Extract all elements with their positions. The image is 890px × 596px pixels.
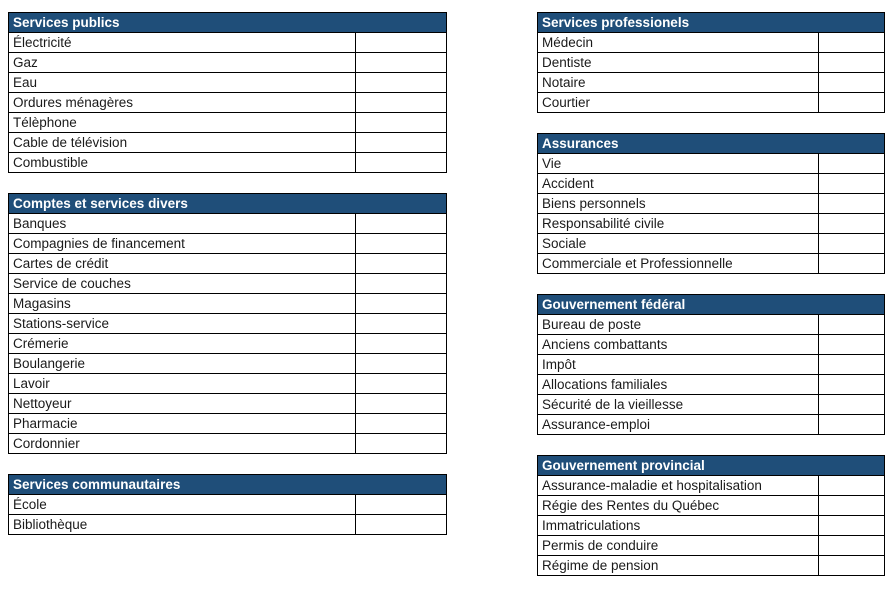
table-row xyxy=(9,334,447,354)
value-cell[interactable] xyxy=(819,496,885,516)
row-label: Accident xyxy=(538,174,819,194)
table-row xyxy=(538,53,885,73)
table-row xyxy=(538,395,885,415)
table-row xyxy=(538,536,885,556)
table-header-row xyxy=(538,134,885,154)
row-label: Immatriculations xyxy=(538,516,819,536)
row-label: Sociale xyxy=(538,234,819,254)
row-label: Régie des Rentes du Québec xyxy=(538,496,819,516)
value-cell[interactable] xyxy=(819,234,885,254)
table-row xyxy=(9,274,447,294)
value-cell[interactable] xyxy=(819,355,885,375)
table-gouvernement-federal xyxy=(537,294,885,435)
table-row xyxy=(538,214,885,234)
value-cell[interactable] xyxy=(819,73,885,93)
table-row xyxy=(9,394,447,414)
value-cell[interactable] xyxy=(356,73,447,93)
table-title: Services professionels xyxy=(538,13,885,33)
value-cell[interactable] xyxy=(819,254,885,274)
table-header-row xyxy=(538,13,885,33)
value-cell[interactable] xyxy=(819,33,885,53)
row-label: Électricité xyxy=(9,33,356,53)
row-label: Cable de télévision xyxy=(9,133,356,153)
table-row xyxy=(538,73,885,93)
row-label: Commerciale et Professionnelle xyxy=(538,254,819,274)
table-row xyxy=(9,294,447,314)
table-row xyxy=(538,516,885,536)
table-row xyxy=(9,93,447,113)
row-label: Banques xyxy=(9,214,356,234)
row-label: Ordures ménagères xyxy=(9,93,356,113)
value-cell[interactable] xyxy=(356,33,447,53)
row-label: Courtier xyxy=(538,93,819,113)
value-cell[interactable] xyxy=(819,194,885,214)
row-label: Service de couches xyxy=(9,274,356,294)
table-row xyxy=(538,93,885,113)
row-label: Eau xyxy=(9,73,356,93)
table-row xyxy=(9,515,447,535)
table-row xyxy=(9,234,447,254)
row-label: Notaire xyxy=(538,73,819,93)
value-cell[interactable] xyxy=(356,334,447,354)
table-header-row xyxy=(9,194,447,214)
row-label: Télèphone xyxy=(9,113,356,133)
row-label: École xyxy=(9,495,356,515)
value-cell[interactable] xyxy=(356,294,447,314)
table-row xyxy=(9,314,447,334)
row-label: Nettoyeur xyxy=(9,394,356,414)
table-row xyxy=(538,415,885,435)
row-label: Sécurité de la vieillesse xyxy=(538,395,819,415)
row-label: Biens personnels xyxy=(538,194,819,214)
table-row xyxy=(9,113,447,133)
table-header-row xyxy=(9,475,447,495)
table-header-row xyxy=(9,13,447,33)
table-row xyxy=(9,53,447,73)
table-title: Assurances xyxy=(538,134,885,154)
value-cell[interactable] xyxy=(356,254,447,274)
value-cell[interactable] xyxy=(819,335,885,355)
row-label: Cordonnier xyxy=(9,434,356,454)
table-title: Comptes et services divers xyxy=(9,194,447,214)
table-row xyxy=(9,153,447,173)
table-row xyxy=(9,434,447,454)
row-label: Vie xyxy=(538,154,819,174)
value-cell[interactable] xyxy=(356,394,447,414)
table-row xyxy=(9,414,447,434)
table-row xyxy=(538,335,885,355)
row-label: Responsabilité civile xyxy=(538,214,819,234)
table-title: Gouvernement provincial xyxy=(538,456,885,476)
row-label: Assurance-maladie et hospitalisation xyxy=(538,476,819,496)
table-services-publics xyxy=(8,12,447,173)
row-label: Permis de conduire xyxy=(538,536,819,556)
table-row xyxy=(9,133,447,153)
right-column xyxy=(537,12,884,596)
table-row xyxy=(9,33,447,53)
table-row xyxy=(9,73,447,93)
table-title: Services communautaires xyxy=(9,475,447,495)
row-label: Bureau de poste xyxy=(538,315,819,335)
table-row xyxy=(538,154,885,174)
table-services-professionels xyxy=(537,12,885,113)
row-label: Boulangerie xyxy=(9,354,356,374)
table-row xyxy=(538,194,885,214)
table-row xyxy=(538,355,885,375)
value-cell[interactable] xyxy=(356,93,447,113)
value-cell[interactable] xyxy=(819,375,885,395)
table-row xyxy=(9,495,447,515)
value-cell[interactable] xyxy=(819,516,885,536)
row-label: Crémerie xyxy=(9,334,356,354)
table-row xyxy=(9,374,447,394)
row-label: Lavoir xyxy=(9,374,356,394)
table-row xyxy=(538,496,885,516)
table-row xyxy=(9,254,447,274)
table-row xyxy=(538,315,885,335)
value-cell[interactable] xyxy=(356,133,447,153)
value-cell[interactable] xyxy=(356,495,447,515)
value-cell[interactable] xyxy=(819,154,885,174)
value-cell[interactable] xyxy=(819,53,885,73)
row-label: Stations-service xyxy=(9,314,356,334)
table-services-communautaires xyxy=(8,474,447,535)
value-cell[interactable] xyxy=(356,113,447,133)
row-label: Régime de pension xyxy=(538,556,819,576)
value-cell[interactable] xyxy=(356,234,447,254)
table-title: Services publics xyxy=(9,13,447,33)
row-label: Médecin xyxy=(538,33,819,53)
value-cell[interactable] xyxy=(819,476,885,496)
value-cell[interactable] xyxy=(819,174,885,194)
table-header-row xyxy=(538,456,885,476)
table-row xyxy=(538,33,885,53)
value-cell[interactable] xyxy=(356,153,447,173)
table-header-row xyxy=(538,295,885,315)
value-cell[interactable] xyxy=(819,556,885,576)
table-row xyxy=(538,234,885,254)
row-label: Anciens combattants xyxy=(538,335,819,355)
table-row xyxy=(9,214,447,234)
value-cell[interactable] xyxy=(356,515,447,535)
value-cell[interactable] xyxy=(356,274,447,294)
table-row xyxy=(538,476,885,496)
row-label: Pharmacie xyxy=(9,414,356,434)
value-cell[interactable] xyxy=(819,315,885,335)
value-cell[interactable] xyxy=(819,415,885,435)
row-label: Gaz xyxy=(9,53,356,73)
row-label: Cartes de crédit xyxy=(9,254,356,274)
row-label: Compagnies de financement xyxy=(9,234,356,254)
value-cell[interactable] xyxy=(819,93,885,113)
left-column xyxy=(8,12,446,555)
value-cell[interactable] xyxy=(819,536,885,556)
row-label: Allocations familiales xyxy=(538,375,819,395)
value-cell[interactable] xyxy=(356,214,447,234)
row-label: Combustible xyxy=(9,153,356,173)
value-cell[interactable] xyxy=(356,354,447,374)
table-gouvernement-provincial xyxy=(537,455,885,576)
value-cell[interactable] xyxy=(356,53,447,73)
table-title: Gouvernement fédéral xyxy=(538,295,885,315)
value-cell[interactable] xyxy=(819,395,885,415)
table-row xyxy=(538,556,885,576)
value-cell[interactable] xyxy=(356,314,447,334)
row-label: Assurance-emploi xyxy=(538,415,819,435)
row-label: Magasins xyxy=(9,294,356,314)
table-comptes-et-services-divers xyxy=(8,193,447,454)
value-cell[interactable] xyxy=(356,434,447,454)
value-cell[interactable] xyxy=(356,374,447,394)
value-cell[interactable] xyxy=(356,414,447,434)
value-cell[interactable] xyxy=(819,214,885,234)
table-assurances xyxy=(537,133,885,274)
table-row xyxy=(538,375,885,395)
table-row xyxy=(538,254,885,274)
table-row xyxy=(538,174,885,194)
row-label: Bibliothèque xyxy=(9,515,356,535)
table-row xyxy=(9,354,447,374)
row-label: Impôt xyxy=(538,355,819,375)
row-label: Dentiste xyxy=(538,53,819,73)
